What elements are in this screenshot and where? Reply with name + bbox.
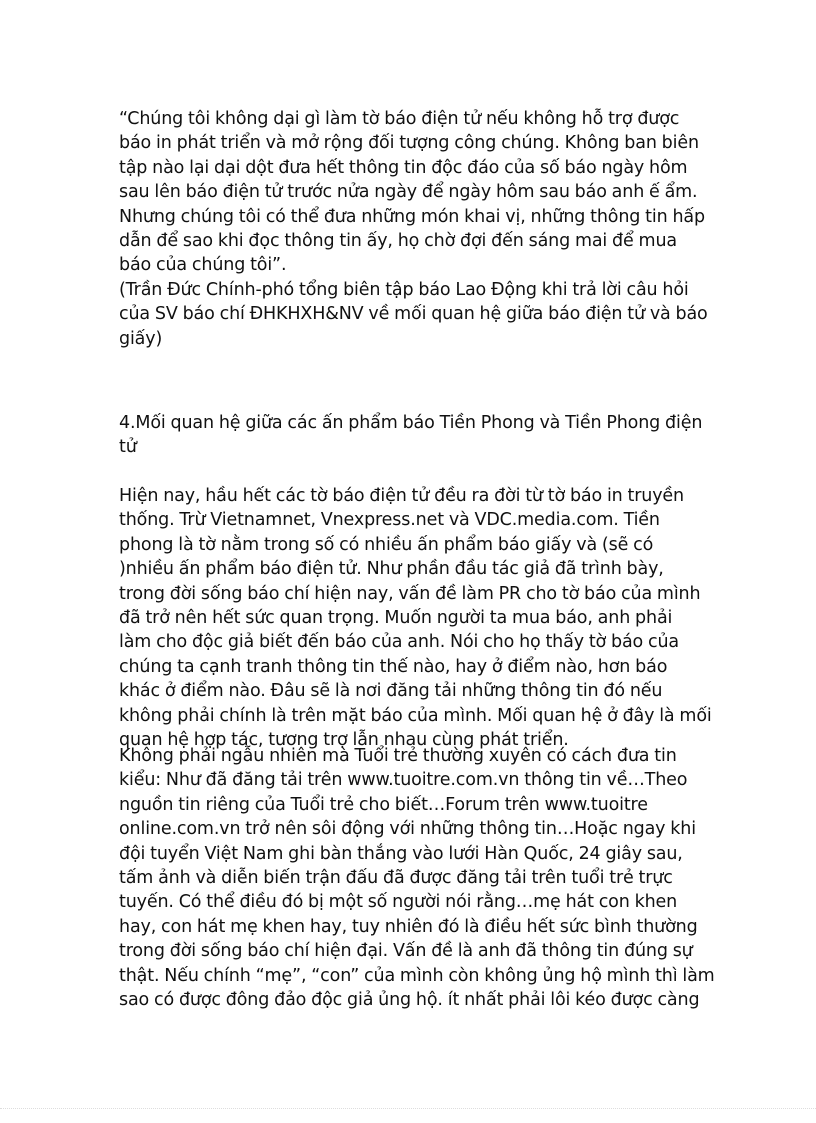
text-line: Nhưng chúng tôi có thể đưa những món khai vị, những thông tin hấp [119, 206, 705, 227]
text-line: sau lên báo điện tử trước nửa ngày để ngày hôm sau báo anh ế ẩm. [119, 182, 698, 203]
section-heading [119, 411, 709, 460]
text-line: Hiện nay, hầu hết các tờ báo điện tử đều ra đời từ tờ báo in truyền [119, 486, 684, 506]
page-footer-divider [0, 1108, 816, 1109]
text-line: của SV báo chí ĐHKHXH&NV về mối quan hệ giữa báo điện tử và báo [119, 304, 708, 325]
text-line: trong đời sống báo chí hiện nay, vấn đề làm PR cho tờ báo của mình [119, 583, 701, 604]
text-line: làm cho độc giả biết đến báo của anh. Nói cho họ thấy tờ báo của [119, 632, 679, 653]
text-line: thống. Trừ Vietnamnet, Vnexpress.net và VDC.media.com. Tiền [119, 510, 660, 531]
text-line: phong là tờ nằm trong số có nhiều ấn phẩm báo giấy và (sẽ có [119, 534, 654, 555]
text-line: đội tuyển Việt Nam ghi bàn thắng vào lưới Hàn Quốc, 24 giây sau, [119, 843, 683, 864]
text-line: sao có được đông đảo độc giả ủng hộ. ít nhất phải lôi kéo được càng [119, 990, 700, 1011]
text-line: tuyến. Có thể điều đó bị một số người nói rằng…mẹ hát con khen [119, 892, 678, 913]
text-line: hay, con hát mẹ khen hay, tuy nhiên đó là điều hết sức bình thường [119, 916, 698, 937]
text-line: nguồn tin riêng của Tuổi trẻ cho biết…Forum trên www.tuoitre [119, 794, 648, 815]
text-line: online.com.vn trở nên sôi động với những thông tin…Hoặc ngay khi [119, 819, 696, 840]
text-line: quan hệ hợp tác, tương trợ lẫn nhau cùng phát triển. [119, 730, 569, 751]
text-line: kiểu: Như đã đăng tải trên www.tuoitre.com.vn thông tin về…Theo [119, 770, 688, 791]
text-line: thật. Nếu chính “mẹ”, “con” của mình còn không ủng hộ mình thì làm [119, 965, 715, 986]
text-line: “Chúng tôi không dại gì làm tờ báo điện tử nếu không hỗ trợ được [119, 109, 680, 129]
text-line: báo của chúng tôi”. [119, 255, 287, 276]
text-line: không phải chính là trên mặt báo của mình. Mối quan hệ ở đây là mối [119, 705, 712, 726]
text-line: tấm ảnh và diễn biến trận đấu đã được đăng tải trên tuổi trẻ trực [119, 868, 673, 889]
body-paragraph-2 [119, 744, 715, 1012]
text-line: trong đời sống báo chí hiện đại. Vấn đề là anh đã thông tin đúng sự [119, 941, 693, 962]
quote-source [119, 278, 709, 351]
text-line: dẫn để sao khi đọc thông tin ấy, họ chờ đợi đến sáng mai để mua [119, 231, 677, 252]
text-line: chúng ta cạnh tranh thông tin thế nào, hay ở điểm nào, hơn báo [119, 656, 668, 677]
text-line: )nhiều ấn phẩm báo điện tử. Như phần đầu tác giả đã trình bày, [119, 559, 664, 580]
text-line: tập nào lại dại dột đưa hết thông tin độc đáo của số báo ngày hôm [119, 157, 688, 178]
text-line: khác ở điểm nào. Đâu sẽ là nơi đăng tải những thông tin đó nếu [119, 681, 663, 702]
body-paragraph-1 [119, 484, 712, 752]
quote-paragraph [119, 107, 709, 278]
text-line: tử [119, 437, 137, 458]
text-line: báo in phát triển và mở rộng đối tượng công chúng. Không ban biên [119, 133, 699, 154]
text-line: giấy) [119, 328, 163, 349]
text-line: đã trở nên hết sức quan trọng. Muốn người ta mua báo, anh phải [119, 608, 673, 629]
text-line: Không phải ngẫu nhiên mà Tuổi trẻ thường xuyên có cách đưa tin [119, 746, 677, 766]
text-line: 4.Mối quan hệ giữa các ấn phẩm báo Tiền Phong và Tiền Phong điện [119, 413, 703, 433]
text-line: (Trần Đức Chính-phó tổng biên tập báo Lao Động khi trả lời câu hỏi [119, 280, 689, 300]
